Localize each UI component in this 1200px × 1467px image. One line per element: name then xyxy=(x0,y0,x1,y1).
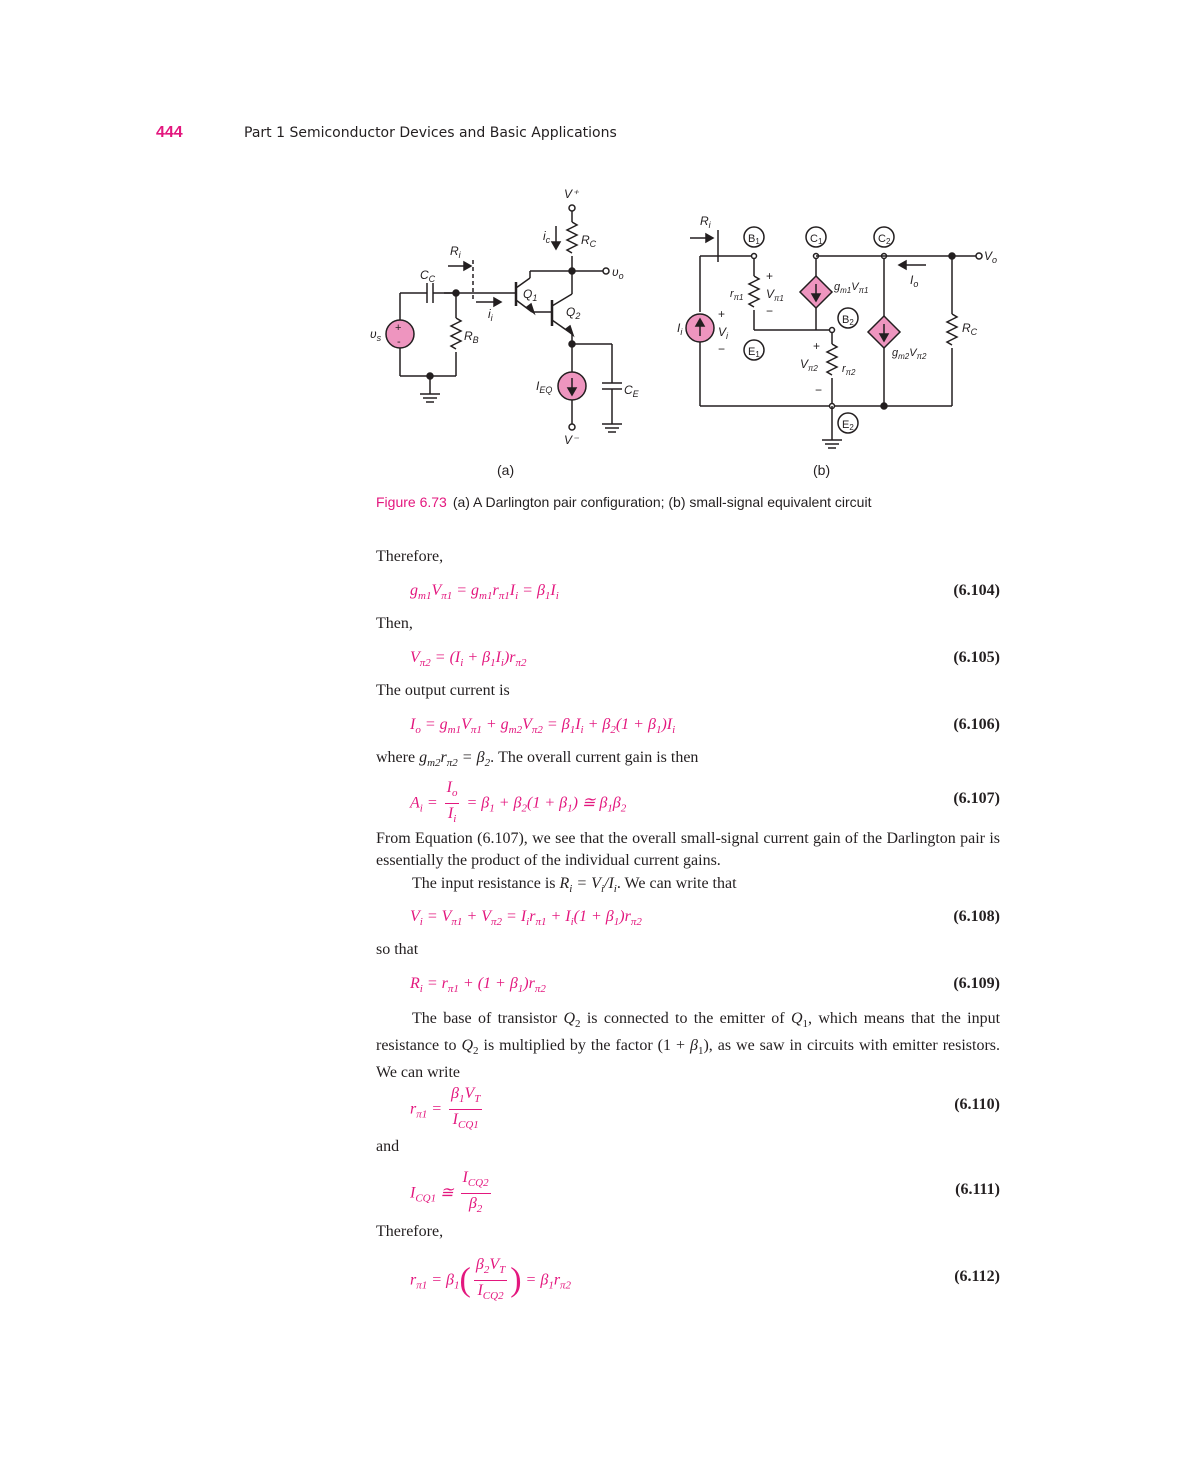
svg-text:V⁻: V⁻ xyxy=(564,433,579,447)
svg-text:υs: $\upsilon_s$ xyxy=(370,327,382,343)
svg-text:ic: $i_c$ xyxy=(543,229,551,245)
para-base-part-5: ), as we saw in circuits with emitter resistors. We can write xyxy=(376,1037,1001,1082)
svg-text:E1: E1 xyxy=(748,346,760,359)
eq-number: (6.109) xyxy=(953,975,1000,992)
svg-text:CC: $C_C$ xyxy=(420,268,436,284)
equation-6-110: $r_{\pi 1}$ = $\frac{\beta_1V_T}{I_{CQ1}}$ xyxy=(410,1085,481,1132)
svg-text:+: + xyxy=(766,269,774,283)
svg-text:Io: $I_o$ xyxy=(910,273,919,289)
figure-caption xyxy=(376,494,871,510)
equation-6-105: $V_{\pi 2} = (I_i + \beta_1I_i)r_{\pi 2}$ xyxy=(410,649,527,670)
equation-6-106: $I_o = g_{m1}V_{\pi 1} + g_{m2}V_{\pi 2} = \beta_1I_i + \beta_2(1 + \beta_1)I_i$ xyxy=(410,716,676,737)
running-title: Part 1 Semiconductor Devices and Basic Applications xyxy=(244,125,617,141)
eq-number: (6.104) xyxy=(953,582,1000,599)
svg-text:Vi: $V_i$ xyxy=(718,325,729,341)
para-base-part-1: The base of transistor xyxy=(412,1010,558,1027)
caption-text: (a) A Darlington pair configuration; (b) small-signal equivalent circuit xyxy=(452,494,872,510)
equation-6-112: $r_{\pi 1} = \beta_1$( $\frac{\beta_2V_T}{I_{CQ2}}$ ) = $\beta_1r_{\pi 2}$ xyxy=(410,1256,572,1303)
svg-text:E2: E2 xyxy=(842,419,854,432)
eq-number: (6.106) xyxy=(953,716,1000,733)
equation-6-104: $g_{m1}V_{\pi 1} = g_{m1}r_{\pi 1}I_i = \beta_1I_i$ xyxy=(410,582,559,603)
eq-number: (6.105) xyxy=(953,649,1000,666)
svg-text:+: + xyxy=(813,339,821,353)
svg-text:υo: $\upsilon_o$ xyxy=(612,265,624,281)
text-where: where $g_{m2}r_{\pi 2} = \beta_2$. The overall current gain is then xyxy=(376,749,699,770)
equation-6-111: $I_{CQ1}$ ≅ $\frac{I_{CQ2}}{\beta_2}$ xyxy=(410,1169,489,1216)
svg-text:B2: B2 xyxy=(842,314,854,327)
where-suffix: . The overall current gain is then xyxy=(490,749,699,766)
eq-number: (6.110) xyxy=(954,1096,1000,1113)
eq-number: (6.111) xyxy=(955,1181,1000,1198)
text-therefore-1: Therefore, xyxy=(376,548,444,565)
svg-text:−: − xyxy=(766,304,774,318)
svg-text:−: − xyxy=(815,383,823,397)
equation-6-107: $A_i$ = $\frac{I_o}{I_i}$ = $\beta_1 + \beta_2(1 + \beta_1)$ ≅ $\beta_1\beta_2$ xyxy=(410,779,627,826)
where-prefix: where xyxy=(376,749,416,766)
svg-text:Q1: $Q_1$ xyxy=(523,287,538,303)
para-base-part-2: is connected to the emitter of xyxy=(586,1010,785,1027)
svg-text:RC: $R_C$ xyxy=(962,321,978,337)
para-base-part-3: , which means that the input resistance to xyxy=(376,1010,1001,1055)
svg-text:Vo: $V_o$ xyxy=(984,249,998,265)
paragraph-base-of-transistor: The base of transistor $Q_2$ is connected to the emitter of $Q_1$, which means that the input resistance to $Q_2$ is multiplied by the factor $(1 + \beta_1)$, as we saw in circuits with emitter resistors. We can write xyxy=(376,1010,1001,1082)
svg-text:−: − xyxy=(718,342,726,356)
svg-text:IEQ: $I_{EQ}$ xyxy=(536,379,553,395)
input-res-suffix: . We can write that xyxy=(616,875,737,892)
equation-6-108: $V_i = V_{\pi 1} + V_{\pi 2} = I_ir_{\pi 1} + I_i(1 + \beta_1)r_{\pi 2}$ xyxy=(410,908,642,929)
svg-text:RC: $R_C$ xyxy=(581,233,597,249)
eq-number: (6.107) xyxy=(953,790,1000,807)
svg-text:RB: $R_B$ xyxy=(464,329,479,345)
circuit-a xyxy=(370,187,640,447)
para-base-part-4: is multiplied by the factor (1 + xyxy=(483,1037,685,1055)
text-input-resistance: The input resistance is $R_i = V_i/I_i$. We can write that xyxy=(412,875,737,896)
svg-text:rπ2: $r_{\pi 2}$ xyxy=(842,363,856,377)
svg-text:-: - xyxy=(397,336,401,348)
svg-text:CE: $C_E$ xyxy=(624,383,639,399)
text-output-current: The output current is xyxy=(376,682,510,699)
input-res-prefix: The input resistance is xyxy=(412,875,556,892)
text-and: and xyxy=(376,1138,400,1155)
svg-text:B1: B1 xyxy=(748,233,760,246)
svg-text:Ri: $R_i$ xyxy=(700,214,711,230)
svg-text:Ii: $I_i$ xyxy=(677,321,683,337)
eq-number: (6.112) xyxy=(954,1268,1000,1285)
equation-6-109: $R_i = r_{\pi 1} + (1 + \beta_1)r_{\pi 2}$ xyxy=(410,975,546,996)
svg-text:C2: C2 xyxy=(878,233,891,246)
svg-text:V⁺: V⁺ xyxy=(564,187,579,201)
eq-number: (6.108) xyxy=(953,908,1000,925)
svg-text:+: + xyxy=(395,322,402,334)
svg-text:Vπ2: $V_{\pi 2}$ xyxy=(800,357,818,373)
circuit-b xyxy=(677,214,997,448)
svg-text:Vπ1: $V_{\pi 1}$ xyxy=(766,287,784,303)
svg-text:Q2: $Q_2$ xyxy=(566,305,581,321)
svg-text:gm1Vπ1: $g_{m1}V_{\pi 1}$ xyxy=(834,281,869,295)
panel-b-label: (b) xyxy=(813,462,831,478)
panel-a-label: (a) xyxy=(497,462,515,478)
svg-text:gm2Vπ2: $g_{m2}V_{\pi 2}$ xyxy=(892,347,927,361)
svg-text:+: + xyxy=(718,307,726,321)
svg-text:ii: $i_i$ xyxy=(488,307,493,323)
text-therefore-2: Therefore, xyxy=(376,1223,444,1240)
text-then: Then, xyxy=(376,615,413,632)
svg-text:rπ1: $r_{\pi 1}$ xyxy=(730,288,744,302)
text-so-that: so that xyxy=(376,941,419,958)
caption-label: Figure 6.73 xyxy=(376,494,447,510)
paragraph-from-equation: From Equation (6.107), we see that the overall small-signal current gain of the Darlington pair is essentially the product of the individual current gains. xyxy=(376,830,1000,869)
svg-text:Ri: $R_i$ xyxy=(450,244,461,260)
page-number: 444 xyxy=(156,124,183,141)
darlington-figure xyxy=(0,0,1200,480)
svg-text:C1: C1 xyxy=(810,233,823,246)
